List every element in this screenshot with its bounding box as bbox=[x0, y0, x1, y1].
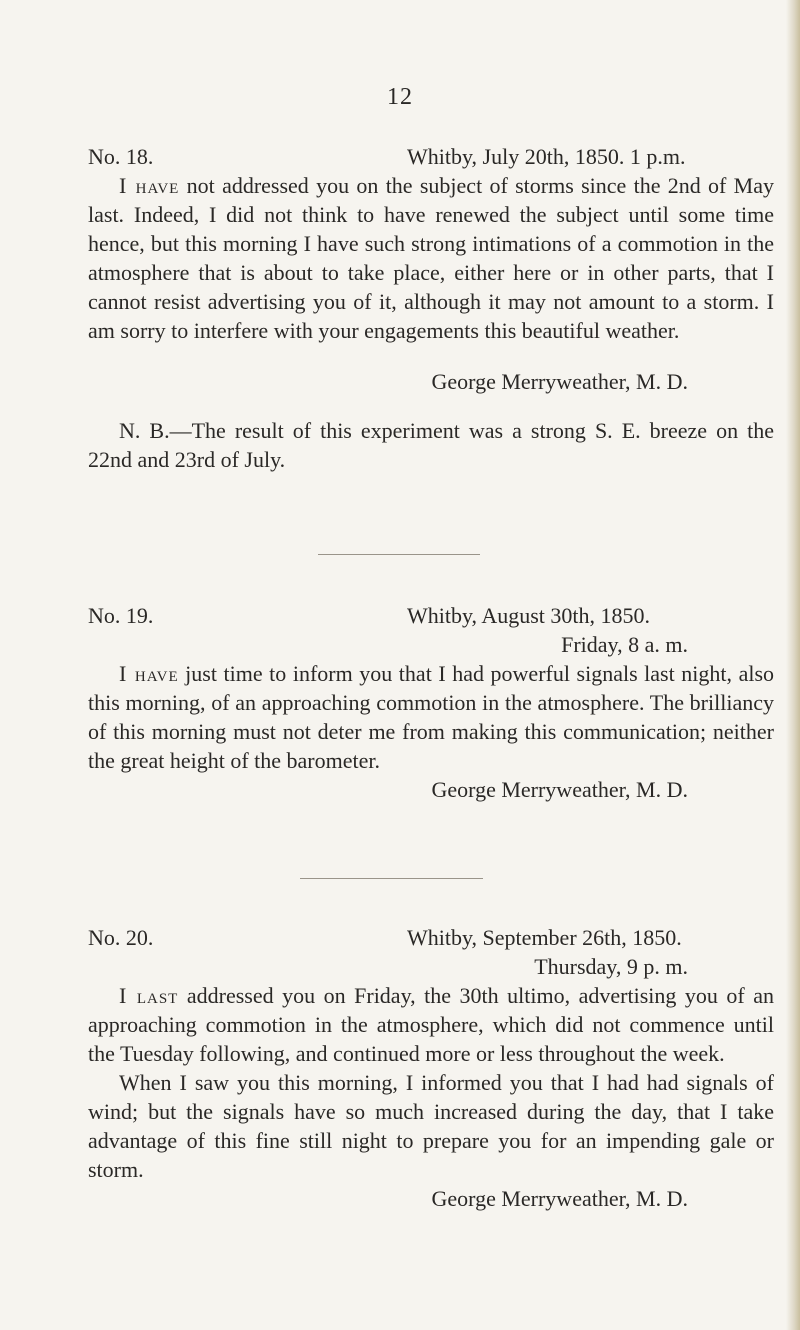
entry-heading bbox=[88, 601, 774, 630]
entry-heading bbox=[88, 142, 774, 171]
entry-paragraph: When I saw you this morning, I informed you that I had had signals of wind; but the signals have so much increased during the day, that I take advantage of this fine still night to prepare you for an impending gale or storm. bbox=[88, 1070, 774, 1182]
entry-text: just time to inform you that I had powerful signals last night, also this morning, of an approaching commotion in the atmosphere. The brilliancy of this morning must not deter me from making this communication; neither the great height of the barometer. bbox=[88, 661, 775, 773]
entry-day-time: Friday, 8 a. m. bbox=[561, 632, 688, 657]
entry-text: not addressed you on the subject of storms since the 2nd of May last. Indeed, I did not think to have renewed the subject until some time hence, but this morning I have such strong intimations of a commotion in the atmosphere that is about to take place, either here or in other parts, that I cannot resist advertising you of it, although it may not amount to a storm. I am sorry to interfere with your engagements this beautiful weather. bbox=[88, 173, 774, 343]
entry-place-date: Whitby, September 26th, 1850. bbox=[407, 925, 682, 950]
entry-body bbox=[88, 659, 774, 775]
entry-number: No. 18. bbox=[88, 144, 154, 169]
letter-entry-20 bbox=[88, 923, 774, 1213]
page-number: 12 bbox=[387, 84, 413, 110]
entry-signature: George Merryweather, M. D. bbox=[431, 1186, 688, 1211]
section-divider bbox=[318, 554, 480, 555]
letter-entry-19 bbox=[88, 601, 774, 804]
entry-opening: I have bbox=[119, 173, 180, 198]
entry-text: addressed you on Friday, the 30th ultimo, advertising you of an approaching commotion in the atmosphere, which did not commence until the Tuesday following, and continued more or less throughout the week. bbox=[88, 983, 774, 1066]
entry-place-date: Whitby, August 30th, 1850. bbox=[407, 603, 651, 628]
section-divider bbox=[300, 878, 483, 879]
entry-signature: George Merryweather, M. D. bbox=[431, 369, 688, 394]
page-edge bbox=[786, 0, 800, 1330]
entry-day-time: Thursday, 9 p. m. bbox=[534, 954, 688, 979]
letter-entry-18 bbox=[88, 142, 774, 474]
entry-place-date: Whitby, July 20th, 1850. 1 p.m. bbox=[407, 144, 686, 169]
entry-opening: I last bbox=[119, 983, 179, 1008]
entry-note: N. B.—The result of this experiment was a strong S. E. breeze on the 22nd and 23rd of July. bbox=[88, 418, 774, 472]
entry-heading bbox=[88, 923, 774, 952]
entry-signature: George Merryweather, M. D. bbox=[431, 777, 688, 802]
entry-number: No. 19. bbox=[88, 603, 154, 628]
entry-opening: I have bbox=[119, 661, 179, 686]
entry-body bbox=[88, 171, 774, 345]
entry-number: No. 20. bbox=[88, 925, 154, 950]
entry-body bbox=[88, 981, 774, 1184]
